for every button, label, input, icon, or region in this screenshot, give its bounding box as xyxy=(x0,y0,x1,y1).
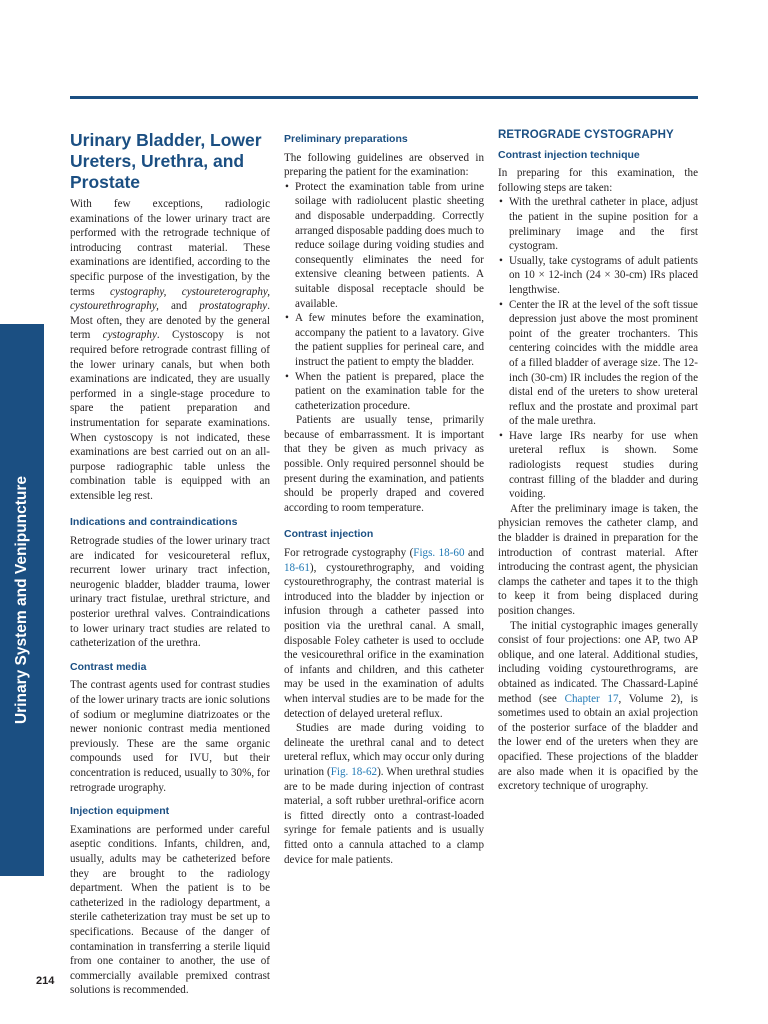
technique-list xyxy=(498,195,698,501)
heading-contrast-injection: Contrast injection xyxy=(284,528,374,541)
preliminary-list xyxy=(284,180,484,414)
heading-preliminary-preparations: Preliminary preparations xyxy=(284,133,408,145)
injection-equipment-paragraph: Examinations are performed under careful aseptic conditions. Infants, children, and, usually, adults may be catheterized before they are brought to the radiology department. When the patient is to be catheterized in the radiology department, a sterile catheterization tray must be set up to specifications. Because of the danger of contamination in transferring a sterile liquid from one container to another, the use of commercially available premixed contrast solutions is recommended. xyxy=(70,823,270,997)
contrast-injection-paragraph: For retrograde cystography (Figs. 18-60 and 18-61), cystourethrography, and voiding cystourethrography, the contrast material is introduced into the bladder by injection or infusion through a catheter passed into position via the urethral canal. A small, disposable Foley catheter is used to occlude the vesicourethral orifice in the examination of infants and children, and this catheter may be used in the examination of adults when interval studies are to be made for the detection of delayed ureteral reflux. xyxy=(284,547,484,720)
figure-link[interactable]: Fig. 18-62 xyxy=(330,765,378,778)
section-title: Urinary Bladder, Lower Ureters, Urethra, and Prostate xyxy=(70,130,262,192)
heading-retrograde-cystography: RETROGRADE CYSTOGRAPHY xyxy=(498,129,674,141)
figure-link[interactable]: 18-61 xyxy=(284,561,310,574)
list-item: • A few minutes before the examination, accompany the patient to a lavatory. Give the patient supplies for perineal care, and instruct the patient to empty the bladder. xyxy=(284,311,484,369)
list-item: • Center the IR at the level of the soft tissue depression just above the most prominent point of the greater trochanters. This centering coincides with the middle area of a filled bladder of average size. The 12-inch (30-cm) IR includes the region of the distal end of the ureters to show ureteral reflux and the prostate and proximal part of the male urethra. xyxy=(498,298,698,429)
column-3 xyxy=(498,120,698,794)
top-rule xyxy=(70,96,698,99)
after-preliminary-paragraph: After the preliminary image is taken, the physician removes the catheter clamp, and the bladder is drained in preparation for the introduction of contrast material. After introducing the contrast agent, the physician clamps the catheter and tapes it to the thigh to keep it from being displaced during position changes. xyxy=(498,502,698,617)
side-tab-label: Urinary System and Venipuncture xyxy=(13,475,30,725)
column-1 xyxy=(70,120,270,998)
list-item: • Protect the examination table from urine soilage with radiolucent plastic sheeting and disposable underpadding. Correctly arranged disposable padding does much to reduce soilage during voiding studies and consequently eliminates the need for extensive cleaning between patients. A suitable disposal receptacle should be available. xyxy=(284,180,484,311)
indications-paragraph: Retrograde studies of the lower urinary tract are indicated for vesicoureteral reflux, recurrent lower urinary tract infection, neurogenic bladder, bladder trauma, lower urinary tract fistulae, urethral stricture, and posterior urethral valves. Contraindications to lower urinary tract studies are related to catheterization of the urethra. xyxy=(70,535,270,650)
chapter-link[interactable]: Chapter 17 xyxy=(564,692,619,705)
heading-contrast-injection-technique: Contrast injection technique xyxy=(498,148,640,161)
privacy-paragraph: Patients are usually tense, primarily because of embarrassment. It is important that they be given as much privacy as possible. Only required personnel should be present during the examination, and patients should be properly draped and covered according to room temperature. xyxy=(284,414,484,514)
list-item: • When the patient is prepared, place the patient on the examination table for the catheterization procedure. xyxy=(284,370,484,414)
column-2 xyxy=(284,120,484,867)
intro-paragraph: With few exceptions, radiologic examinations of the lower urinary tract are performed with the retrograde technique of introducing contrast material. These examinations are identified, according to the specific purpose of the investigation, by the terms cystography, cystoureterography, cystourethrography, and prostatography. Most often, they are denoted by the general term cystography. Cystoscopy is not required before retrograde contrast filling of the lower urinary canals, but when both examinations are indicated, they are usually performed in a single-stage procedure to spare the patient preparation and instrumentation for separate examinations. When cystoscopy is not indicated, these examinations are best carried out on an all-purpose radiographic table unless the combination table is equipped with an extensible leg rest. xyxy=(70,198,270,502)
heading-indications: Indications and contraindications xyxy=(70,516,238,529)
contrast-media-paragraph: The contrast agents used for contrast studies of the lower urinary tracts are ionic solutions of sodium or meglumine diatrizoates or the newer nonionic contrast media mentioned previously. These are the same organic compounds used for IVU, but their concentration is reduced, usually to 30%, for retrograde urography. xyxy=(70,679,270,794)
page-number: 214 xyxy=(36,975,55,987)
heading-injection-equipment: Injection equipment xyxy=(70,805,170,818)
list-item: • Have large IRs nearby for use when ureteral reflux is shown. Some radiologists request studies during contrast filling of the bladder and during voiding. xyxy=(498,429,698,502)
list-item: • Usually, take cystograms of adult patients on 10 × 12-inch (24 × 30-cm) IRs placed lengthwise. xyxy=(498,254,698,298)
heading-contrast-media: Contrast media xyxy=(70,660,147,673)
technique-intro: In preparing for this examination, the following steps are taken: xyxy=(498,167,698,194)
preliminary-intro: The following guidelines are observed in preparing the patient for the examination: xyxy=(284,151,484,179)
list-item: • With the urethral catheter in place, adjust the patient in the supine position for a preliminary image and the first cystogram. xyxy=(498,195,698,253)
initial-images-paragraph: The initial cystographic images generally consist of four projections: one AP, two AP oblique, and one lateral. Additional studies, including voiding cystourethrograms, are obtained as indicated. The Chassard-Lapiné method (see Chapter 17, Volume 2), is sometimes used to obtain an axial projection of the posterior surface of the bladder and the lower end of the ureters when they are opacified. These projections of the bladder are also made when it is opacified by the excretory technique of urography. xyxy=(498,619,698,793)
figure-link[interactable]: Figs. 18-60 xyxy=(413,547,465,560)
voiding-studies-paragraph: Studies are made during voiding to delineate the urethral canal and to detect ureteral reflux, which may occur only during urination (Fig. 18-62). When urethral studies are to be made during injection of contrast material, a soft rubber urethral-orifice acorn is fitted directly onto a contrast-loaded syringe for female patients and is usually fitted onto a cannula attached to a clamp device for male patients. xyxy=(284,722,485,866)
